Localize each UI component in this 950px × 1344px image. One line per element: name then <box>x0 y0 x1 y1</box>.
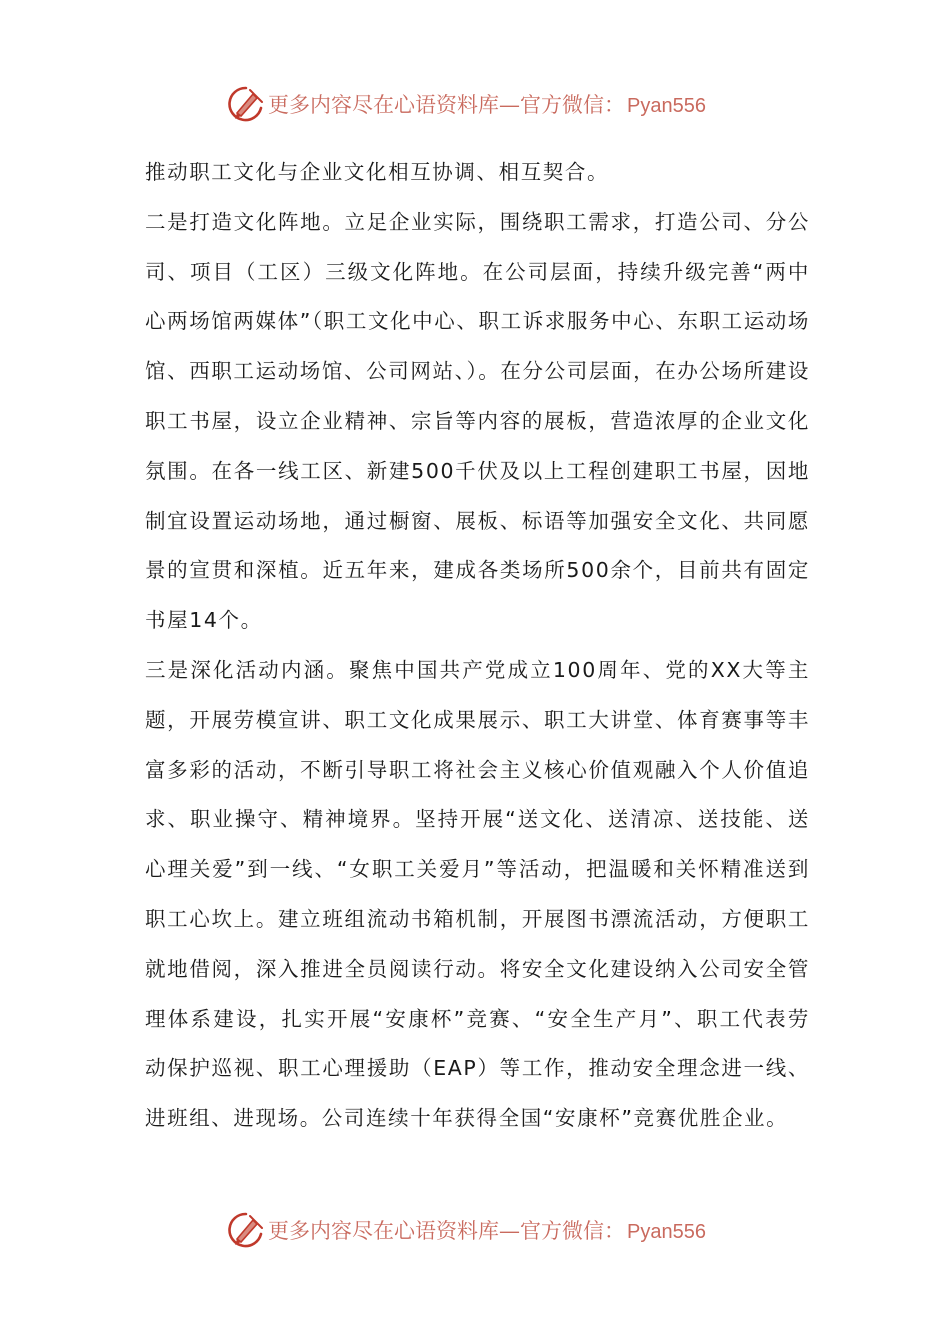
pen-logo-icon <box>226 84 266 124</box>
paragraph-activities: 三是深化活动内涵。聚焦中国共产党成立100周年、党的XX大等主题，开展劳模宣讲、职工文化成果展示、职工大讲堂、体育赛事等丰富多彩的活动，不断引导职工将社会主义核心价值观融入个人价值追求、职业操守、精神境界。坚持开展“送文化、送清凉、送技能、送心理关爱”到一线、“女职工关爱月”等活动，把温暖和关怀精准送到职工心坎上。建立班组流动书箱机制，开展图书漂流活动，方便职工就地借阅，深入推进全员阅读行动。将安全文化建设纳入公司安全管理体系建设，扎实开展“安康杯”竞赛、“安全生产月”、职工代表劳动保护巡视、职工心理援助（EAP）等工作，推动安全理念进一线、进班组、进现场。公司连续十年获得全国“安康杯”竞赛优胜企业。 <box>145 657 810 1131</box>
document-body <box>145 148 810 1144</box>
banner-text: 更多内容尽在心语资料库—官方微信： Pyan556 <box>268 93 706 117</box>
wechat-handle: Pyan556 <box>627 1221 706 1243</box>
paragraph-culture-positions: 二是打造文化阵地。立足企业实际，围绕职工需求，打造公司、分公司、项目（工区）三级文化阵地。在公司层面，持续升级完善“两中心两场馆两媒体”（职工文化中心、职工诉求服务中心、东职工运动场馆、西职工运动场馆、公司网站、）。在分公司层面，在办公场所建设职工书屋，设立企业精神、宗旨等内容的展板，营造浓厚的企业文化氛围。在各一线工区、新建500千伏及以上工程创建职工书屋，因地制宜设置运动场地，通过橱窗、展板、标语等加强安全文化、共同愿景的宣贯和深植。近五年来，建成各类场所500余个，目前共有固定书屋14个。 <box>145 209 810 633</box>
pen-logo-icon <box>226 1210 266 1250</box>
paragraph-continuation: 推动职工文化与企业文化相互协调、相互契合。 <box>145 160 610 184</box>
footer-banner <box>226 1208 746 1252</box>
banner-text: 更多内容尽在心语资料库—官方微信： Pyan556 <box>268 1219 706 1243</box>
header-banner <box>226 82 746 126</box>
wechat-handle: Pyan556 <box>627 95 706 117</box>
